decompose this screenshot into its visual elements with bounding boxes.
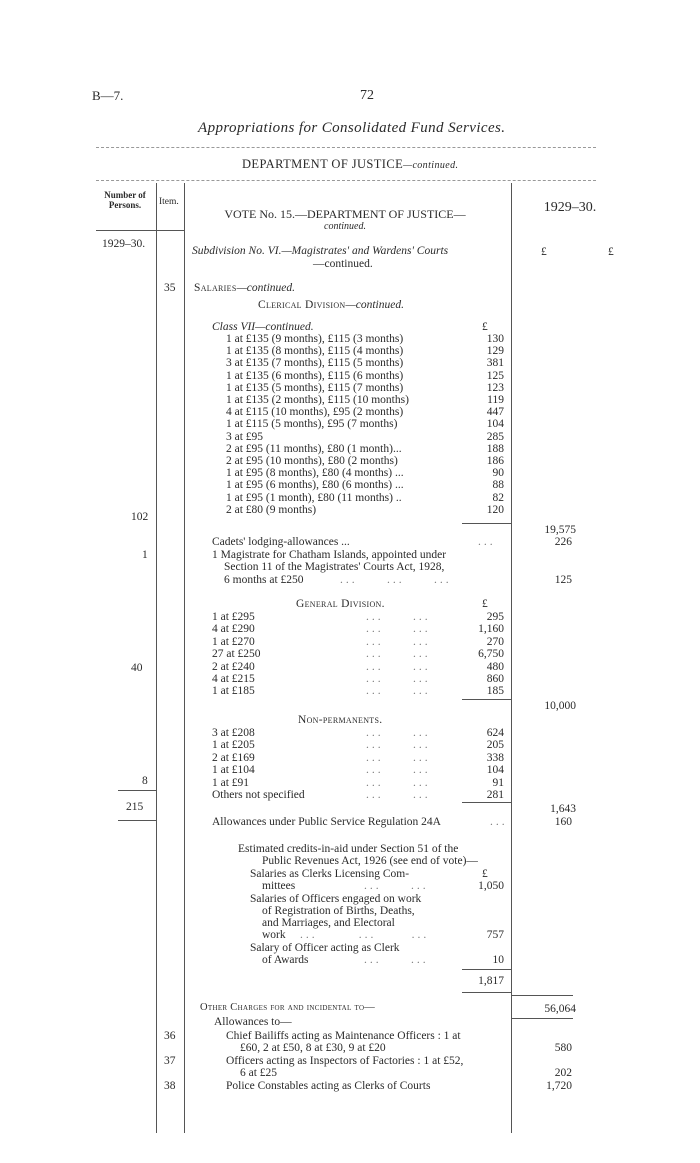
vote-title-cont: continued. bbox=[324, 221, 366, 232]
clerical-row-amount: 130 bbox=[486, 333, 504, 345]
allowances-amount: 160 bbox=[554, 816, 572, 828]
charge-item-line-1: Chief Bailiffs acting as Maintenance Officers : 1 at bbox=[226, 1030, 461, 1042]
subtotal-rule-bottom bbox=[511, 1018, 573, 1019]
nonperm-row-dots: ... ... bbox=[366, 789, 431, 801]
nonperm-row-amount: 338 bbox=[486, 751, 504, 764]
general-row-label: 1 at £295 bbox=[212, 611, 255, 623]
nonperm-row-dots: ... ... bbox=[366, 776, 431, 789]
general-row-amount: 270 bbox=[486, 635, 504, 648]
charge-item-line-2: 6 at £25 bbox=[240, 1067, 278, 1079]
nonperm-row-label: 1 at £205 bbox=[212, 739, 255, 752]
nonperm-row-label: 2 at £169 bbox=[212, 751, 255, 764]
clerical-row-label: 2 at £80 (9 months) bbox=[226, 503, 317, 516]
credits-total-rule bbox=[462, 969, 511, 970]
subtotal-rule bbox=[511, 995, 573, 996]
general-row-dots: ... ... bbox=[366, 611, 431, 623]
general-row-amount: 295 bbox=[486, 611, 504, 623]
general-label: General Division. bbox=[296, 598, 385, 610]
clerical-heading bbox=[258, 299, 404, 311]
clerical-row-amount: 119 bbox=[487, 394, 504, 406]
cadets-dots: ... bbox=[478, 536, 496, 548]
item-35: 35 bbox=[164, 282, 176, 294]
persons-40: 40 bbox=[131, 662, 143, 674]
general-row-label: 2 at £240 bbox=[212, 660, 255, 673]
general-row-amount: 6,750 bbox=[478, 648, 504, 661]
clerical-row-label: 4 at £115 (10 months), £95 (2 months) bbox=[226, 406, 404, 419]
column-header-item: Item. bbox=[159, 197, 179, 207]
pound-sign-clerical: £ bbox=[482, 321, 488, 333]
salaries-label: Salaries bbox=[194, 282, 237, 294]
nonperm-total-rule bbox=[462, 802, 511, 803]
general-row-amount: 860 bbox=[486, 673, 504, 685]
credits-total: 1,817 bbox=[478, 975, 504, 987]
salaries-suffix: —continued. bbox=[236, 282, 296, 294]
table-top-rule bbox=[96, 180, 596, 181]
nonperm-row-label: 1 at £91 bbox=[212, 776, 250, 789]
department-name: DEPARTMENT OF JUSTICE bbox=[242, 157, 404, 171]
clerical-row-amount: 90 bbox=[492, 467, 504, 480]
general-row-dots: ... ... bbox=[366, 660, 431, 673]
charge-item-number: 37 bbox=[164, 1055, 176, 1067]
magistrate-line-2: Section 11 of the Magistrates' Courts Act, 1928, bbox=[224, 561, 445, 573]
clerical-row-amount: 188 bbox=[486, 442, 504, 455]
credits-clerks-line-1: Salaries as Clerks Licensing Com- bbox=[250, 868, 410, 880]
magistrate-dots: ... ... ... bbox=[340, 574, 452, 586]
credits-line-1: Estimated credits-in-aid under Section 51 of the bbox=[238, 843, 459, 855]
clerical-row-label: 3 at £95 bbox=[226, 430, 264, 443]
clerical-row-label: 1 at £135 (6 months), £115 (6 months) bbox=[226, 369, 404, 382]
persons-total-rule-top bbox=[118, 790, 156, 791]
clerical-row-label: 1 at £135 (2 months), £115 (10 months) bbox=[226, 394, 409, 406]
allowances-dots: ... bbox=[490, 816, 508, 828]
charge-item-amount: 580 bbox=[554, 1042, 572, 1054]
charge-item-line-1: Police Constables acting as Clerks of Courts bbox=[226, 1080, 431, 1092]
general-row-label: 1 at £270 bbox=[212, 635, 255, 648]
nonperm-row-amount: 624 bbox=[486, 727, 504, 739]
department-suffix: —continued. bbox=[403, 160, 459, 171]
charge-item-number: 36 bbox=[164, 1030, 176, 1042]
rule-desc-amount bbox=[511, 183, 512, 1133]
general-row-label: 1 at £185 bbox=[212, 685, 255, 698]
credits-officers-line-4: work bbox=[262, 929, 286, 941]
clerical-row-label: 1 at £95 (6 months), £80 (6 months) ... bbox=[226, 479, 404, 492]
persons-102: 102 bbox=[131, 511, 149, 523]
general-row-dots: ... ... bbox=[366, 648, 431, 661]
salary-dots: ... ... bbox=[364, 954, 429, 966]
magistrate-line-3: 6 months at £250 bbox=[224, 574, 304, 586]
persons-total: 215 bbox=[126, 801, 144, 813]
nonperm-row-dots: ... ... bbox=[366, 739, 431, 752]
credits-officers-line-3: and Marriages, and Electoral bbox=[262, 917, 395, 929]
clerical-row-amount: 88 bbox=[492, 479, 504, 492]
clerical-row-amount: 123 bbox=[486, 381, 504, 394]
department-heading bbox=[242, 157, 458, 172]
pound-sign-general: £ bbox=[482, 598, 488, 610]
clerical-row-label: 1 at £135 (5 months), £115 (7 months) bbox=[226, 381, 404, 394]
header-rule bbox=[96, 147, 596, 148]
nonperm-row-amount: 205 bbox=[486, 739, 504, 752]
rule-persons-item bbox=[156, 183, 157, 1133]
vote-title: VOTE No. 15.—DEPARTMENT OF JUSTICE— bbox=[224, 207, 466, 221]
nonperm-row-label: 3 at £208 bbox=[212, 727, 255, 739]
clerical-row-amount: 447 bbox=[486, 406, 504, 419]
clerical-row-label: 2 at £95 (11 months), £80 (1 month)... bbox=[226, 442, 402, 455]
cadets-label: Cadets' lodging-allowances ... bbox=[212, 536, 350, 548]
general-heading bbox=[296, 598, 385, 610]
rule-item-desc bbox=[184, 183, 185, 1133]
credits-clerks-line-2: mittees bbox=[262, 880, 296, 892]
credits-salary-amount: 10 bbox=[492, 954, 504, 966]
credits-officers-line-2: of Registration of Births, Deaths, bbox=[262, 905, 415, 917]
clerical-total: 19,575 bbox=[544, 524, 576, 536]
clerical-row-amount: 82 bbox=[492, 491, 504, 504]
cadets-amount: 226 bbox=[554, 536, 572, 548]
page-title: Appropriations for Consolidated Fund Services. bbox=[198, 120, 506, 136]
persons-8: 8 bbox=[142, 775, 148, 787]
clerical-row-amount: 381 bbox=[486, 357, 504, 370]
clerical-row-amount: 129 bbox=[486, 345, 504, 358]
persons-total-rule-bottom bbox=[118, 820, 156, 821]
magistrate-amount: 125 bbox=[554, 574, 572, 586]
nonperm-label: Non-permanents. bbox=[298, 714, 383, 726]
clerks-dots: ... ... bbox=[364, 880, 429, 892]
general-row-amount: 480 bbox=[486, 660, 504, 673]
nonperm-row-amount: 91 bbox=[492, 776, 504, 789]
charge-item-line-1: Officers acting as Inspectors of Factories : 1 at £52, bbox=[226, 1055, 464, 1067]
general-row-label: 4 at £290 bbox=[212, 623, 255, 636]
magistrate-persons: 1 bbox=[142, 549, 148, 561]
general-row-amount: 1,160 bbox=[478, 623, 504, 636]
clerical-row-label: 1 at £95 (1 month), £80 (11 months) .. bbox=[226, 491, 402, 504]
clerical-row-amount: 104 bbox=[486, 418, 504, 431]
charge-item-amount: 1,720 bbox=[546, 1080, 572, 1092]
clerical-row-label: 1 at £135 (9 months), £115 (3 months) bbox=[226, 333, 404, 345]
subdivision-title: Subdivision No. VI.—Magistrates' and Wardens' Courts bbox=[192, 245, 449, 257]
nonperm-row-label: 1 at £104 bbox=[212, 764, 255, 777]
clerical-total-rule bbox=[462, 523, 511, 524]
clerical-row-amount: 120 bbox=[486, 503, 504, 516]
document-reference: B—7. bbox=[92, 88, 124, 103]
credits-total-rule-bottom bbox=[462, 992, 511, 993]
clerical-suffix: —continued. bbox=[345, 299, 404, 311]
nonperm-heading bbox=[298, 714, 382, 726]
clerical-row-amount: 285 bbox=[486, 430, 504, 443]
clerical-row-label: 2 at £95 (10 months), £80 (2 months) bbox=[226, 455, 398, 467]
clerical-row-label: 3 at £135 (7 months), £115 (5 months) bbox=[226, 357, 404, 370]
clerical-label: Clerical Division bbox=[258, 299, 346, 311]
general-row-label: 27 at £250 bbox=[212, 648, 261, 661]
page-number: 72 bbox=[360, 88, 374, 103]
nonperm-row-label: Others not specified bbox=[212, 789, 305, 801]
persons-header-rule bbox=[96, 230, 156, 231]
allowances-label: Allowances under Public Service Regulation 24A bbox=[212, 816, 441, 828]
other-charges-subtotal: 56,064 bbox=[544, 1003, 576, 1015]
pound-column-2: £ bbox=[608, 246, 614, 258]
magistrate-line-1: 1 Magistrate for Chatham Islands, appointed under bbox=[212, 549, 447, 561]
credits-officers-amount: 757 bbox=[486, 929, 504, 941]
general-row-dots: ... ... bbox=[366, 685, 431, 698]
other-charges-heading: Other Charges for and incidental to— bbox=[200, 1002, 376, 1013]
officers-dots: ... ... ... bbox=[300, 929, 430, 941]
charge-item-line-2: £60, 2 at £50, 8 at £30, 9 at £20 bbox=[240, 1042, 386, 1054]
subdivision-cont: —continued. bbox=[313, 258, 373, 270]
nonperm-row-amount: 104 bbox=[486, 764, 504, 777]
nonperm-total: 1,643 bbox=[550, 803, 576, 815]
clerical-row-amount: 125 bbox=[486, 369, 504, 382]
general-row-label: 4 at £215 bbox=[212, 673, 255, 685]
credits-officers-line-1: Salaries of Officers engaged on work bbox=[250, 893, 422, 905]
general-row-dots: ... ... bbox=[366, 673, 431, 685]
credits-clerks-amount: 1,050 bbox=[478, 880, 504, 892]
column-header-year: 1929–30. bbox=[543, 200, 597, 215]
credits-line-2: Public Revenues Act, 1926 (see end of vote)— bbox=[262, 855, 478, 867]
general-total: 10,000 bbox=[544, 700, 576, 712]
general-row-dots: ... ... bbox=[366, 623, 431, 636]
credits-salary-line-2: of Awards bbox=[262, 954, 309, 966]
nonperm-row-dots: ... ... bbox=[366, 751, 431, 764]
general-total-rule bbox=[462, 699, 511, 700]
clerical-row-label: 1 at £135 (8 months), £115 (4 months) bbox=[226, 345, 404, 358]
persons-year: 1929–30. bbox=[102, 238, 146, 250]
salaries-heading bbox=[194, 282, 295, 294]
credits-salary-line-1: Salary of Officer acting as Clerk bbox=[250, 942, 400, 954]
class-heading: Class VII—continued. bbox=[212, 321, 314, 333]
charge-item-number: 38 bbox=[164, 1080, 176, 1092]
allowances-to: Allowances to— bbox=[214, 1016, 292, 1028]
column-header-persons: Number of Persons. bbox=[104, 190, 146, 210]
clerical-row-label: 1 at £95 (8 months), £80 (4 months) ... bbox=[226, 467, 404, 480]
general-row-amount: 185 bbox=[486, 685, 504, 698]
nonperm-row-amount: 281 bbox=[486, 789, 504, 801]
item-header-rule bbox=[157, 230, 184, 231]
clerical-row-amount: 186 bbox=[486, 455, 504, 467]
charge-item-amount: 202 bbox=[554, 1067, 572, 1079]
clerical-row-label: 1 at £115 (5 months), £95 (7 months) bbox=[226, 418, 398, 431]
pound-column-1: £ bbox=[541, 246, 547, 258]
nonperm-row-dots: ... ... bbox=[366, 727, 431, 739]
nonperm-row-dots: ... ... bbox=[366, 764, 431, 777]
general-row-dots: ... ... bbox=[366, 635, 431, 648]
pound-sign-credits: £ bbox=[482, 868, 488, 880]
